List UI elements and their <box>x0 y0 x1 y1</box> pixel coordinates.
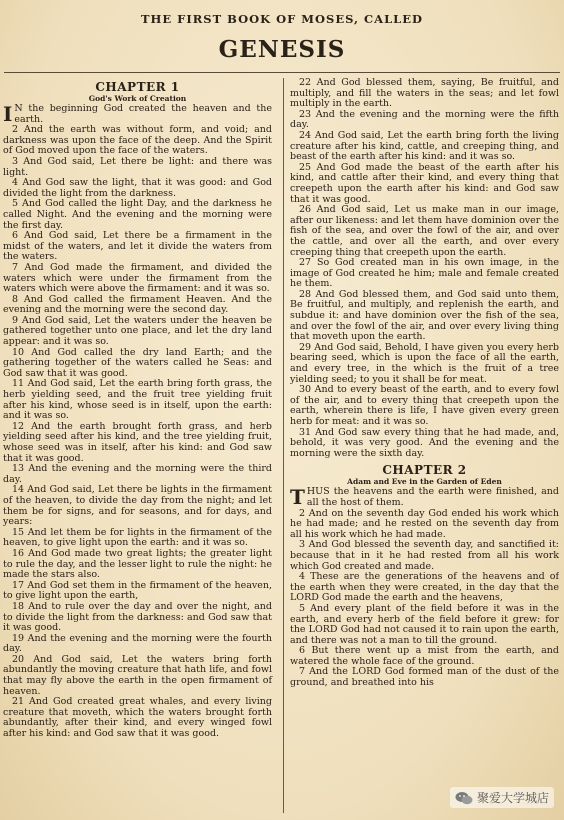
watermark <box>450 787 554 808</box>
verse: 18 And to rule over the day and over the night, and to divide the light from the darkness: and God saw that it was good. <box>3 600 272 634</box>
verse-text: HUS the heavens and the earth were finished, and all the host of them. <box>306 486 559 508</box>
verse: 30 And to every beast of the earth, and to every fowl of the air, and to every thing that creepeth upon the earth, wherein there is life, I have given every green herb for meat: and it was so. <box>290 384 559 427</box>
chapter-2-subtitle: Adam and Eve in the Garden of Eden <box>347 477 502 487</box>
chapter-1-verses-left <box>3 104 272 740</box>
verse: 5 And God called the light Day, and the darkness he called Night. And the evening and the morning were the first day. <box>3 198 272 231</box>
verse: 9 And God said, Let the waters under the heaven be gathered together unto one place, and let the dry land appear: and it was so. <box>3 314 272 348</box>
verse: 11 And God said, Let the earth bring forth grass, the herb yielding seed, and the fruit tree yielding fruit after his kind, whose seed is in itself, upon the earth: and it was so. <box>3 378 272 422</box>
verse: 6 And God said, Let there be a firmament in the midst of the waters, and let it divide the waters from the waters. <box>3 230 272 263</box>
header-rule <box>4 72 560 73</box>
running-head: THE FIRST BOOK OF MOSES, CALLED <box>140 12 424 26</box>
wechat-icon <box>455 791 473 805</box>
watermark-label: 聚爱大学城店 <box>476 791 549 805</box>
verse: 8 And God called the firmament Heaven. And the evening and the morning were the second day. <box>3 293 272 316</box>
verse: 7 And God made the firmament, and divided the waters which were under the firmament from the waters which were above the firmament: and it was so. <box>3 261 272 295</box>
verse-text: N the beginning God created the heaven and the earth. <box>14 103 272 125</box>
verse: 17 And God set them in the firmament of the heaven, to give light upon the earth, <box>3 579 272 602</box>
book-title: GENESIS <box>218 36 346 63</box>
verse: 21 And God created great whales, and every living creature that moveth, which the waters brought forth abundantly, after their kind, and every winged fowl after his kind: and God saw that it was good. <box>3 696 272 740</box>
verse: 5 And every plant of the field before it was in the earth, and every herb of the field before it grew: for the LORD God had not caused it to rain upon the earth, and there was not a man to till the ground. <box>290 602 559 646</box>
verse: 3 And God blessed the seventh day, and sanctified it: because that in it he had rested from all his work which God created and made. <box>290 539 559 572</box>
verse: 10 And God called the dry land Earth; and the gathering together of the waters called he Seas: and God saw that it was good. <box>3 346 272 379</box>
verse: 4 And God saw the light, that it was good: and God divided the light from the darkness. <box>3 177 272 199</box>
verse: 25 And God made the beast of the earth after his kind, and cattle after their kind, and every thing that creepeth upon the earth after his kind: and God saw that it was good. <box>290 161 559 205</box>
verse: 26 And God said, Let us make man in our image, after our likeness: and let them have dominion over the fish of the sea, and over the fowl of the air, and over the cattle, and over all the earth, and over every creeping thing that creepeth upon the earth. <box>290 204 559 258</box>
drop-cap: I <box>3 102 13 126</box>
chapter-2-block <box>290 463 559 688</box>
verse <box>290 487 559 508</box>
verse: 16 And God made two great lights; the greater light to rule the day, and the lesser light to rule the night: he made the stars also. <box>3 547 272 581</box>
chapter-2-verses <box>290 487 559 688</box>
verse: 31 And God saw every thing that he had made, and, behold, it was very good. And the evening and the morning were the sixth day. <box>290 426 559 459</box>
chapter-1-verses-right <box>290 78 559 459</box>
verse: 3 And God said, Let there be light: and there was light. <box>3 155 272 178</box>
verse: 7 And the LORD God formed man of the dust of the ground, and breathed into his <box>290 666 559 689</box>
verse: 4 These are the generations of the heavens and of the earth when they were created, in the day that the LORD God made the earth and the heavens, <box>290 571 559 604</box>
verse: 29 And God said, Behold, I have given you every herb bearing seed, which is upon the face of all the earth, and every tree, in the which is the fruit of a tree yielding seed; to you it shall be for meat. <box>290 341 559 385</box>
right-column <box>286 78 559 813</box>
chapter-1-heading: CHAPTER 1 <box>95 80 180 94</box>
column-divider <box>283 78 284 813</box>
verse: 23 And the evening and the morning were the fifth day. <box>290 108 559 131</box>
verse: 15 And let them be for lights in the firmament of the heaven, to give light upon the earth: and it was so. <box>3 526 272 549</box>
drop-cap: T <box>290 485 305 510</box>
verse: 28 And God blessed them, and God said unto them, Be fruitful, and multiply, and replenish the earth, and subdue it: and have dominion over the fish of the sea, and over the fowl of the air, and over every living thing that moveth upon the earth. <box>290 288 559 343</box>
verse <box>3 104 272 125</box>
verse: 2 And the earth was without form, and void; and darkness was upon the face of the deep. And the Spirit of God moved upon the face of the waters. <box>3 124 272 157</box>
verse: 12 And the earth brought forth grass, and herb yielding seed after his kind, and the tree yielding fruit, whose seed was in itself, after his kind: and God saw that it was good. <box>3 420 272 464</box>
verse: 20 And God said, Let the waters bring forth abundantly the moving creature that hath life, and fowl that may fly above the earth in the open firmament of heaven. <box>3 653 272 697</box>
verse: 2 And on the seventh day God ended his work which he had made; and he rested on the seventh day from all his work which he had made. <box>290 507 559 540</box>
chapter-2-heading: CHAPTER 2 <box>382 463 467 478</box>
verse: 27 So God created man in his own image, in the image of God created he him; male and female created he them. <box>290 257 559 290</box>
chapter-1-subtitle: God's Work of Creation <box>88 94 187 103</box>
left-column <box>3 78 276 813</box>
verse: 19 And the evening and the morning were the fourth day. <box>3 632 272 655</box>
verse: 24 And God said, Let the earth bring forth the living creature after his kind, cattle, and creeping thing, and beast of the earth after his kind: and it was so. <box>290 129 559 163</box>
verse: 14 And God said, Let there be lights in the firmament of the heaven, to divide the day from the night; and let them be for signs, and for seasons, and for days, and years: <box>3 484 272 528</box>
verse: 6 But there went up a mist from the earth, and watered the whole face of the ground. <box>290 645 559 667</box>
verse: 13 And the evening and the morning were the third day. <box>3 463 272 485</box>
verse: 22 And God blessed them, saying, Be fruitful, and multiply, and fill the waters in the seas; and let fowl multiply in the earth. <box>290 78 559 110</box>
